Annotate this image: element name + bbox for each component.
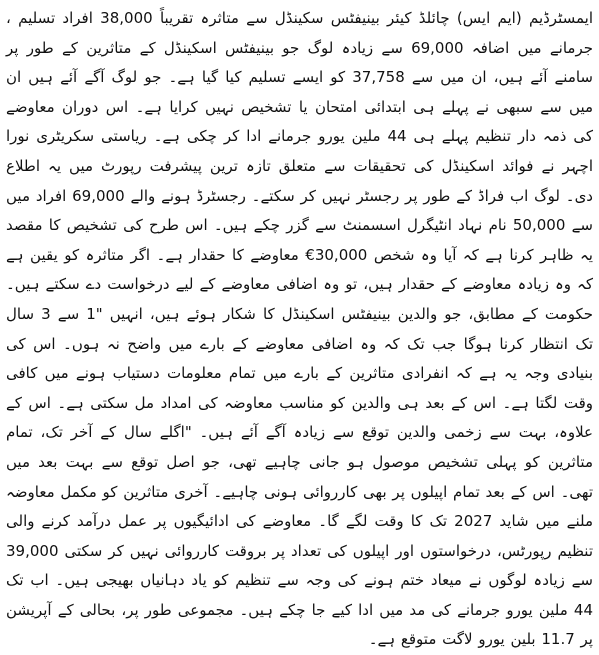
article-body: [6, 4, 593, 655]
article-text: ایمسٹرڈیم (ایم ایس) چائلڈ کیئر بینیفٹس سکینڈل سے متاثرہ تقریباً 38,000 افراد تسلیم ، جرمانے میں اضافہ 69,000 سے زیادہ لوگ جو بینیفٹس اسکینڈل کے متاثرین کے طور پر سامنے آئے ہیں، ان میں سے 37,758 کو ایسے تسلیم کیا گیا ہے۔ جو لوگ آگے آئے ہیں ان میں سے سبھی نے پہلے ہی ابتدائی امتحان یا تشخیص نہیں کرایا ہے۔ اس دوران معاوضے کی ذمہ دار تنظیم پہلے ہی 44 ملین یورو جرمانے ادا کر چکی ہے۔ ریاستی سکریٹری نورا اچہر نے فوائد اسکینڈل کی تحقیقات سے متعلق تازہ ترین پیشرفت رپورٹ میں یہ اطلاع دی۔ لوگ اب فراڈ کے طور پر رجسٹر نہیں کر سکتے۔ رجسٹرڈ ہونے والے 69,000 افراد میں سے 50,000 نام نہاد انٹیگرل اسسمنٹ سے گزر چکے ہیں۔ اس طرح کی تشخیص کا مقصد یہ ظاہر کرنا ہے کہ آیا وہ شخص 30,000€ معاوضے کا حقدار ہے۔ اگر متاثرہ کو یقین ہے کہ وہ زیادہ معاوضے کے حقدار ہیں، تو وہ اضافی معاوضے کے لیے درخواست دے سکتے ہیں۔ حکومت کے مطابق، جو والدین بینیفٹس اسکینڈل کا شکار ہوئے ہیں، انہیں "1 سے 3 سال تک انتظار کرنا ہوگا جب تک کہ وہ اضافی معاوضے کے بارے میں واضح نہ ہوں۔ اس کی بنیادی وجہ یہ ہے کہ انفرادی متاثرین کے بارے میں تمام معلومات دستیاب ہونے میں کافی وقت لگتا ہے۔ اس کے بعد ہی والدین کو مناسب معاوضہ کی امداد مل سکتی ہے۔ اس کے علاوہ، بہت سے زخمی والدین توقع سے زیادہ آگے آئے ہیں۔ "اگلے سال کے آخر تک، تمام متاثرین کو پہلی تشخیص موصول ہو جانی چاہیے تھی، جو اصل توقع سے بہت بعد میں تھی۔ اس کے بعد تمام اپیلوں پر بھی کارروائی ہونی چاہیے۔ آخری متاثرین کو مکمل معاوضہ ملنے میں شاید 2027 تک کا وقت لگے گا۔ معاوضے کی ادائیگیوں پر عمل درآمد کرنے والی تنظیم رپورٹس، درخواستوں اور اپیلوں کی تعداد پر بروقت کارروائی نہیں کر سکتی 39,000 سے زیادہ لوگوں نے میعاد ختم ہونے کی وجہ سے تنظیم کو یاد دہانیاں بھیجی ہیں۔ اب تک 44 ملین یورو جرمانے کی مد میں ادا کیے جا چکے ہیں۔ مجموعی طور پر، بحالی کے آپریشن پر 11.7 بلین یورو لاگت متوقع ہے۔: [6, 9, 594, 649]
